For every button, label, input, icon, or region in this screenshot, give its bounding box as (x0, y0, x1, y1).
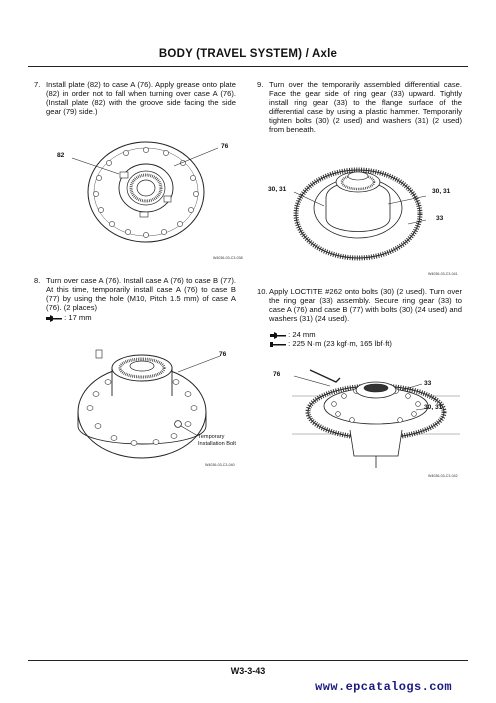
fig2-code: W4036-03-C3-041 (428, 272, 458, 276)
fig1-code: W4036-03-C3-038 (213, 256, 243, 260)
step-text: Turn over case A (76). Install case A (76) to case B (77). At this time, temporarily install case A (76) to case B (77) by using the hole (M10, Pitch 1.5 mm) of case A (76). (2 places) (46, 276, 236, 313)
step-10 (257, 287, 462, 323)
wrench-size: : 24 mm (288, 330, 316, 339)
fig3-label-a: 76 (219, 351, 227, 358)
step-text: Turn over the temporarily assembled differential case. Face the gear side of ring gear (33) upward. Tightly install ring gear (33) to the flange surface of the differential case by using a plastic hammer. Temporarily tighten bolts (30) (2 used) and washers (31) (2 used) from beneath. (269, 80, 462, 135)
fig2-label-a: 30, 31 (268, 186, 287, 193)
step-9 (257, 80, 462, 135)
wrench-size: : 17 mm (64, 313, 92, 322)
fig1-label-b: 76 (221, 143, 229, 150)
fig3-label-b: Temporary (198, 434, 225, 440)
fig4-label-a: 76 (273, 371, 281, 378)
footer-rule (28, 660, 468, 661)
step-number: 8. (34, 276, 41, 285)
page-number: W3-3-43 (230, 666, 266, 676)
step-text: Apply LOCTITE #262 onto bolts (30) (2 used). Turn over the ring gear (33) assembly. Secure ring gear (33) to case A (76) and case B (77) with bolts (30) (24 used) and washers (31) (24 used). (269, 287, 462, 324)
step-number: 10. (257, 287, 268, 296)
fig3-label-c: Installation Bolt (198, 441, 236, 447)
fig4-label-c: 30, 31 (424, 404, 443, 411)
figure-ring-gear-bolted (290, 360, 462, 472)
wrench-icon (46, 315, 62, 322)
fig2-label-c: 33 (436, 215, 444, 222)
wrench-icon (270, 332, 286, 339)
step-8 (34, 276, 236, 312)
torque-value: : 225 N·m (23 kgf·m, 165 lbf·ft) (288, 339, 392, 348)
step10-torque-spec (270, 339, 392, 348)
fig1-label-a: 82 (57, 152, 65, 159)
figure-case-a-plate (56, 136, 236, 258)
step-text: Install plate (82) to case A (76). Apply grease onto plate (82) in order not to fall when turning over case A (76). (Install plate (82) with the groove side facing the side gear (79) side.) (46, 80, 236, 117)
fig3-code: W4036-03-C3-040 (205, 463, 235, 467)
step8-wrench-spec (46, 313, 92, 322)
step10-wrench-spec (270, 330, 316, 339)
fig2-label-b: 30, 31 (432, 188, 451, 195)
step-number: 7. (34, 80, 41, 89)
torque-wrench-icon (270, 341, 286, 348)
figure-ring-gear-assembly (276, 146, 436, 271)
watermark-link[interactable]: www.epcatalogs.com (315, 680, 452, 694)
step-7 (34, 80, 236, 116)
page-header: BODY (TRAVEL SYSTEM) / Axle (158, 48, 338, 60)
fig4-code: W4036-03-C3-042 (428, 474, 458, 478)
fig4-label-b: 33 (424, 380, 432, 387)
step-number: 9. (257, 80, 264, 89)
figure-case-a-on-case-b (48, 338, 236, 468)
header-rule (28, 66, 468, 67)
